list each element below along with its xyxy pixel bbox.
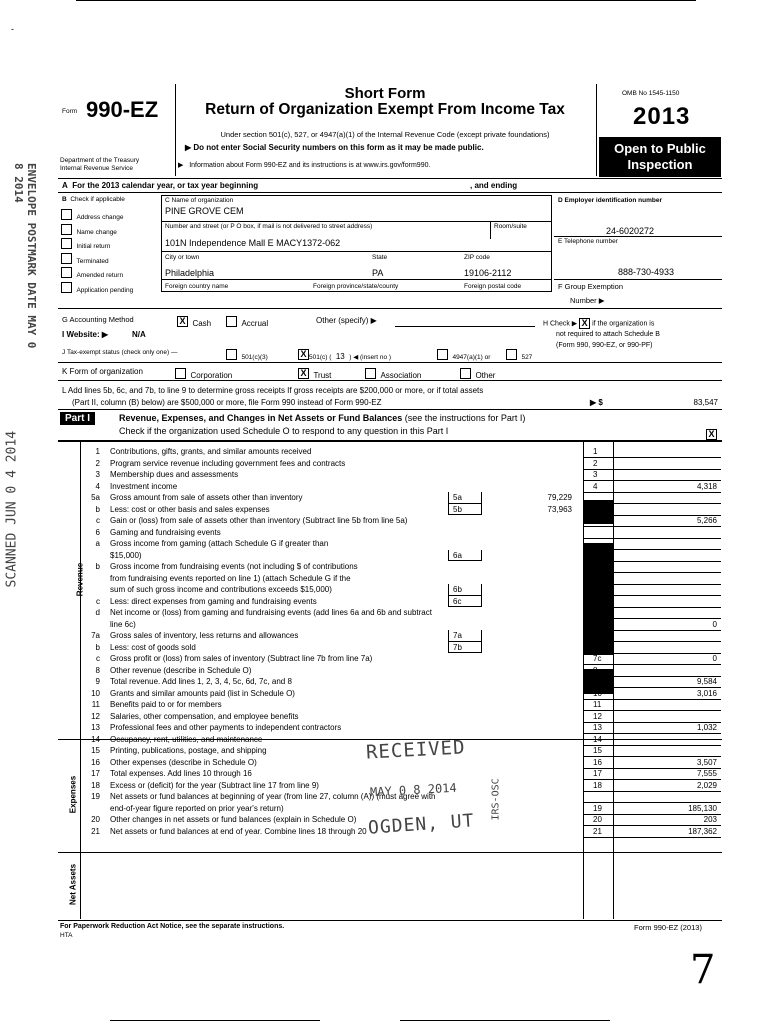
revenue-side-label: Revenue: [75, 562, 85, 597]
and-ending: , and ending: [470, 181, 518, 190]
line-number: 19: [91, 792, 100, 801]
line-description: Gain or (loss) from sale of assets other than inventory (Subtract line 5b from line 5a): [110, 516, 408, 525]
check-terminated[interactable]: Terminated: [61, 250, 133, 265]
line-box: 14: [593, 734, 602, 744]
line-number: 10: [91, 688, 100, 698]
line-description: Gross profit or (loss) from sales of inventory (Subtract line 7b from line 7a): [110, 654, 373, 663]
line-description: Salaries, other compensation, and employee benefits: [110, 711, 299, 721]
part1-line: [66, 607, 721, 619]
line-number: c: [96, 516, 100, 525]
h-check[interactable]: H Check ▶ X if the organization is: [543, 318, 655, 328]
line-box: 2: [593, 458, 598, 468]
check-name-change[interactable]: Name change: [61, 221, 133, 236]
margin-dash: -: [11, 24, 14, 34]
subline-box: 6a: [448, 550, 482, 562]
line-description: Total expenses. Add lines 10 through 16: [110, 769, 252, 778]
line-description: Gaming and fundraising events: [110, 527, 221, 537]
line-description: $15,000): [110, 550, 142, 560]
subline-box: 7b: [448, 642, 482, 654]
zip: 19106-2112: [464, 268, 512, 278]
room-label: Room/suite: [494, 223, 527, 230]
line-value: 2,029: [696, 780, 717, 790]
part1-line: [66, 446, 721, 458]
part1-line: [66, 722, 721, 734]
envelope-postmark-stamp: ENVELOPE POSTMARK DATE MAY 0 8 2014: [12, 163, 38, 349]
city-label: City or town: [165, 254, 200, 261]
line-number: 1: [95, 447, 100, 456]
line-number: 20: [91, 815, 100, 824]
line-box: 9: [593, 677, 598, 686]
line-description: line 6c): [110, 619, 136, 629]
line-number: c: [96, 596, 100, 606]
form-reference: Form 990-EZ (2013): [634, 923, 702, 932]
subline-box: 6b: [448, 584, 482, 596]
website-value: N/A: [132, 330, 146, 339]
net-assets-side-label: Net Assets: [68, 863, 78, 906]
subline-value: 79,229: [547, 493, 572, 502]
line-number: b: [95, 504, 100, 514]
part1-line: [66, 768, 721, 780]
k-corp-check[interactable]: Corporation: [175, 365, 232, 383]
gross-receipts: 83,547: [693, 398, 718, 407]
line-number: d: [95, 608, 100, 617]
j-501c3-check[interactable]: 501(c)(3): [226, 346, 268, 364]
line-value: 203: [703, 815, 717, 824]
line-number: 11: [91, 700, 100, 709]
part1-line: [66, 458, 721, 470]
check-address-change[interactable]: Address change: [61, 206, 133, 221]
b-checkboxes: [61, 206, 133, 293]
line-box: 16: [593, 757, 602, 767]
h-text3: not required to attach Schedule B: [556, 331, 660, 338]
line-description: Less: cost or other basis and sales expenses: [110, 504, 270, 514]
k-trust-check[interactable]: X Trust: [298, 365, 331, 383]
foreign-country: Foreign country name: [165, 283, 229, 290]
cash-check[interactable]: X Cash: [177, 313, 211, 331]
line-box: 7c: [593, 654, 602, 663]
info-line: ▶ Information about Form 990-EZ and its instructions is at www.irs.gov/form990.: [178, 162, 431, 169]
phone-value: 888-730-4933: [618, 267, 675, 277]
line-description: Other revenue (describe in Schedule O): [110, 665, 252, 675]
ein-value: 24-6020272: [606, 226, 655, 236]
line-description: Net assets or fund balances at beginning of year (from line 27, column (A)) (must agree with: [110, 792, 436, 801]
scanned-stamp: SCANNED JUN 0 4 2014: [4, 430, 20, 588]
line-box: 18: [593, 780, 602, 790]
line-description: Net income or (loss) from gaming and fundraising events (add lines 6a and 6b and subtract: [110, 608, 432, 617]
part1-line: [66, 504, 721, 516]
line-number: 5a: [91, 493, 100, 502]
city: Philadelphia: [165, 268, 215, 278]
form-number: 990-EZ: [86, 97, 159, 122]
expenses-side-label: Expenses: [68, 775, 78, 814]
accounting-method: G Accounting Method: [62, 315, 134, 324]
line-box: 4: [593, 481, 598, 491]
part1-line: [66, 584, 721, 596]
line-description: Other expenses (describe in Schedule O): [110, 757, 257, 767]
part1-label: Part I: [60, 412, 95, 425]
line-l-1: L Add lines 5b, 6c, and 7b, to line 9 to determine gross receipts If gross receipts are $200,000 or more, or if total assets: [62, 386, 484, 395]
line-value: 7,555: [696, 769, 717, 778]
line-box: 5c: [593, 516, 602, 525]
line-number: 21: [91, 826, 100, 836]
line-a: A For the 2013 calendar year, or tax year beginning: [62, 181, 259, 190]
part1-line: [66, 561, 721, 573]
line-number: c: [96, 654, 100, 663]
line-number: 6: [95, 527, 100, 537]
line-value: 1,032: [696, 723, 717, 732]
hta-label: HTA: [60, 932, 73, 939]
received-date-stamp: MAY 0 8 2014: [369, 780, 458, 800]
part1-title: Revenue, Expenses, and Changes in Net Assets or Fund Balances (see the instructions for Part I): [119, 413, 526, 423]
j-label: J Tax-exempt status (check only one) —: [62, 349, 178, 356]
part1-line: [66, 803, 721, 815]
line-box: 10: [593, 688, 602, 698]
part1-line: [66, 481, 721, 493]
part1-line: [66, 469, 721, 481]
line-number: 8: [95, 665, 100, 675]
line-description: Gross sales of inventory, less returns and allowances: [110, 631, 299, 640]
k-assoc-check[interactable]: Association: [365, 365, 421, 383]
part1-line: [66, 653, 721, 665]
line-description: from fundraising events reported on line 1) (attach Schedule G if the: [110, 573, 351, 583]
line-box: 11: [593, 700, 602, 709]
irs-label: Internal Revenue Service: [60, 165, 133, 172]
part1-line: [66, 665, 721, 677]
part1-line: [66, 596, 721, 608]
line-description: Gross income from gaming (attach Schedule G if greater than: [110, 539, 329, 548]
page-number-handwritten: 7: [690, 947, 716, 993]
line-number: 15: [91, 746, 100, 755]
check-initial-return[interactable]: Initial return: [61, 235, 133, 250]
line-description: Benefits paid to or for members: [110, 700, 222, 709]
check-application-pending[interactable]: Application pending: [61, 279, 133, 294]
line-description: Excess or (deficit) for the year (Subtract line 17 from line 9): [110, 780, 319, 790]
line-description: Total revenue. Add lines 1, 2, 3, 4, 5c, 6d, 7c, and 8: [110, 677, 292, 686]
subline-box: 6c: [448, 596, 482, 608]
open-public-text: Open to Public: [614, 141, 706, 156]
j-4947-check[interactable]: 4947(a)(1) or: [437, 346, 490, 364]
line-box: 12: [593, 711, 602, 721]
line-value: 3,016: [696, 688, 717, 698]
part1-line: [66, 630, 721, 642]
line-description: Professional fees and other payments to independent contractors: [110, 723, 342, 732]
form-word: Form: [62, 108, 78, 115]
line-number: 18: [91, 780, 100, 790]
line-description: Investment income: [110, 481, 178, 491]
line-box: 19: [593, 803, 602, 813]
line-number: 4: [95, 481, 100, 491]
state: PA: [372, 268, 384, 278]
line-box: 3: [593, 470, 598, 479]
line-b: B Check if applicable: [62, 196, 125, 203]
line-description: Printing, publications, postage, and shipping: [110, 746, 267, 755]
paperwork-notice: For Paperwork Reduction Act Notice, see the separate instructions.: [60, 923, 285, 930]
part1-line: [66, 676, 721, 688]
name-label: C Name of organization: [165, 197, 234, 204]
line-value: 5,266: [696, 516, 717, 525]
line-number: 16: [91, 757, 100, 767]
part1-line: [66, 573, 721, 585]
received-stamp: RECEIVED: [365, 736, 467, 764]
part1-line: [66, 515, 721, 527]
line-number: 13: [91, 723, 100, 732]
line-number: 17: [91, 769, 100, 778]
under-section: Under section 501(c), 527, or 4947(a)(1) of the Internal Revenue Code (except private foundations): [220, 130, 550, 139]
street-label: Number and street (or P O box, if mail is not delivered to street address): [165, 223, 373, 230]
line-description: Less: cost of goods sold: [110, 642, 196, 652]
line-description: Occupancy, rent, utilities, and maintenance: [110, 734, 263, 744]
zip-label: ZIP code: [464, 254, 490, 261]
line-box: 13: [593, 723, 602, 732]
part1-check-text: Check if the organization used Schedule O to respond to any question in this Part I: [119, 426, 449, 436]
line-box: 20: [593, 815, 602, 824]
h-text4: (Form 990, 990-EZ, or 990-PF): [556, 342, 653, 349]
line-value: 9,584: [696, 677, 717, 686]
line-description: Gross income from fundraising events (not including $ of contributions: [110, 562, 358, 571]
part1-line: [66, 550, 721, 562]
line-number: 3: [95, 470, 100, 479]
line-number: 2: [95, 458, 100, 468]
line-description: Grants and similar amounts paid (list in Schedule O): [110, 688, 295, 698]
subline-value: 73,963: [547, 504, 572, 514]
website-label: I Website: ▶: [62, 330, 109, 339]
subline-box: 5a: [448, 492, 482, 504]
line-number: 9: [95, 677, 100, 686]
subline-box: 7a: [448, 630, 482, 642]
line-description: Net assets or fund balances at end of year. Combine lines 18 through 20: [110, 826, 367, 836]
schedule-o-check[interactable]: X: [706, 426, 717, 444]
org-name: PINE GROVE CEM: [165, 206, 244, 216]
line-box: 17: [593, 769, 602, 778]
line-box: 8: [593, 665, 598, 675]
line-l-arrow: ▶ $: [590, 398, 603, 407]
line-description: Gross amount from sale of assets other than inventory: [110, 493, 303, 502]
foreign-province: Foreign province/state/county: [313, 283, 399, 290]
line-description: Less: direct expenses from gaming and fundraising events: [110, 596, 317, 606]
line-value: 187,362: [688, 826, 717, 836]
other-method: Other (specify) ▶: [316, 316, 377, 325]
foreign-postal: Foreign postal code: [464, 283, 522, 290]
line-value: 4,318: [696, 481, 717, 491]
line-box: 15: [593, 746, 602, 755]
accrual-check[interactable]: Accrual: [226, 313, 268, 331]
state-label: State: [372, 254, 388, 261]
ein-label: D Employer identification number: [558, 197, 663, 204]
line-number: a: [95, 539, 100, 548]
j-501c-check[interactable]: X 501(c) ( 13 ) ◀ (insert no ): [298, 346, 391, 364]
line-number: 12: [91, 711, 100, 721]
group-exemption: F Group Exemption: [558, 282, 624, 291]
line-number: 14: [91, 734, 100, 744]
part1-line: [66, 492, 721, 504]
line-description: end-of-year figure reported on prior year's return): [110, 803, 284, 813]
ogden-stamp: OGDEN, UT: [367, 810, 476, 839]
part1-line: [66, 699, 721, 711]
line-box: 1: [593, 447, 598, 456]
part1-line: [66, 688, 721, 700]
line-number: b: [95, 562, 100, 571]
line-box: 6d: [593, 619, 602, 629]
check-amended-return[interactable]: Amended return: [61, 264, 133, 279]
part1-line: [66, 619, 721, 631]
line-description: Program service revenue including government fees and contracts: [110, 458, 346, 468]
form-of-org: K Form of organization: [62, 367, 143, 376]
line-value: 0: [712, 654, 717, 663]
line-description: Membership dues and assessments: [110, 470, 239, 479]
title-main: Return of Organization Exempt From Income Tax: [205, 101, 565, 118]
j-527-check[interactable]: 527: [506, 346, 532, 364]
part1-line: [66, 527, 721, 539]
line-value: 3,507: [696, 757, 717, 767]
part1-line: [66, 538, 721, 550]
street-address: 101N Independence Mall E MACY1372-062: [165, 238, 341, 248]
line-number: b: [95, 642, 100, 652]
k-other-check[interactable]: Other: [460, 365, 495, 383]
line-number: 7a: [91, 631, 100, 640]
title-short: Short Form: [344, 85, 426, 102]
line-rule: [583, 837, 721, 838]
top-border: [76, 0, 696, 1]
part1-line: [66, 642, 721, 654]
line-description: Other changes in net assets or fund balances (explain in Schedule O): [110, 815, 357, 824]
open-public-box: [599, 137, 721, 177]
line-box: 21: [593, 826, 602, 836]
omb-number: OMB No 1545-1150: [622, 90, 680, 97]
line-l-2: (Part II, column (B) below) are $500,000 or more, file Form 990 instead of Form 990-EZ: [72, 398, 382, 407]
subline-box: 5b: [448, 504, 482, 516]
phone-label: E Telephone number: [558, 238, 618, 245]
tax-year: 2013: [633, 103, 691, 130]
no-ssn: ▶ Do not enter Social Security numbers on this form as it may be made public.: [185, 143, 484, 152]
line-description: sum of such gross income and contributions exceeds $15,000): [110, 585, 332, 594]
irs-osc-stamp: IRS-OSC: [490, 778, 502, 821]
part1-line: [66, 711, 721, 723]
inspection-text: Inspection: [627, 157, 693, 172]
dept-treasury: Department of the Treasury: [60, 157, 140, 164]
line-value: 0: [712, 619, 717, 629]
group-number: Number ▶: [570, 296, 605, 305]
line-description: Contributions, gifts, grants, and similar amounts received: [110, 447, 312, 456]
line-value: 185,130: [688, 803, 717, 813]
